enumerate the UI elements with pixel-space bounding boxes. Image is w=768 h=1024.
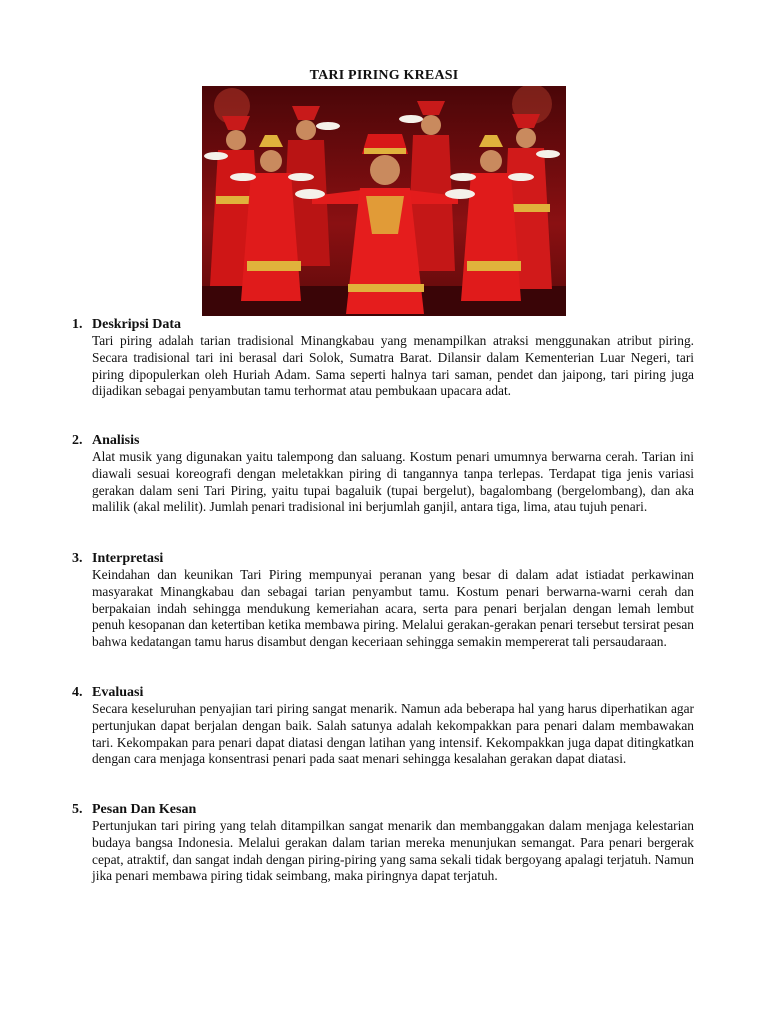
section-heading: [72, 316, 694, 333]
section-evaluasi: [72, 684, 694, 768]
dancers-photo: [202, 86, 566, 316]
section-body: Pertunjukan tari piring yang telah ditampilkan sangat menarik dan membanggakan dalam menjaga kelestarian budaya bangsa Indonesia. Melalui gerakan dalam tarian mereka menunjukan semangat. Para penari bergerak cepat, atraktif, dan sangat indah dengan piring-piring yang sama sekali tidak bergoyang apalagi terjatuh. Namun jika penari membawa piring tidak seimbang, maka piringnya dapat terjatuh.: [92, 818, 694, 884]
document-title: TARI PIRING KREASI: [309, 68, 459, 83]
dancers-photo-illustration: [202, 86, 566, 316]
section-number: 3.: [72, 551, 83, 566]
section-heading-text: Interpretasi: [92, 551, 164, 566]
section-heading-text: Deskripsi Data: [92, 317, 182, 332]
section-heading: [72, 550, 694, 567]
section-body: Alat musik yang digunakan yaitu talempong dan saluang. Kostum penari umumnya berwarna cerah. Tarian ini diawali sesuai koreografi dengan meletakkan piring di tangannya tanpa terlepas. Terdapat tiga jenis variasi gerakan dalam seni Tari Piring, yaitu tupai bagaluik (tupai bergelut), bagalombang (bergelombang), dan aka malilik (akal melilit). Jumlah penari tradisional ini berjumlah ganjil, antara tiga, lima, atau tujuh penari.: [92, 449, 694, 515]
section-heading-text: Analisis: [92, 433, 140, 448]
section-heading: [72, 684, 694, 701]
section-body: Secara keseluruhan penyajian tari piring sangat menarik. Namun ada beberapa hal yang harus diperhatikan agar pertunjukan dapat berjalan dengan baik. Salah satunya adalah kekompakkan para penari dalam membawakan tari. Kekompakan para penari dapat diatasi dengan latihan yang intensif. Kekompakkan juga dapat ditingkatkan dengan cara menjaga konsentrasi penari pada saat menari sehingga kesalahan gerakan dapat diatasi.: [92, 701, 694, 767]
section-interpretasi: [72, 550, 694, 651]
section-number: 4.: [72, 685, 83, 700]
section-analisis: [72, 432, 694, 516]
section-number: 5.: [72, 802, 83, 817]
section-deskripsi-data: [72, 316, 694, 400]
section-heading-text: Pesan Dan Kesan: [92, 802, 197, 817]
section-number: 2.: [72, 433, 83, 448]
section-body: Tari piring adalah tarian tradisional Minangkabau yang menampilkan atraksi menggunakan atribut piring. Secara tradisional tari ini berasal dari Solok, Sumatra Barat. Dilansir dalam Kementerian Luar Negeri, tari piring dipopulerkan oleh Huriah Adam. Sama seperti halnya tari saman, pendet dan jaipong, tari piring juga dijadikan sebagai penyambutan tamu terhormat atau pembukaan upacara adat.: [92, 333, 694, 399]
section-pesan-dan-kesan: [72, 801, 694, 885]
section-heading: [72, 801, 694, 818]
section-heading-text: Evaluasi: [92, 685, 144, 700]
section-number: 1.: [72, 317, 83, 332]
section-body: Keindahan dan keunikan Tari Piring mempunyai peranan yang besar di dalam adat istiadat perkawinan masyarakat Minangkabau dan sebagai tarian penyambut tamu. Kostum penari berwarna-warni cerah dan berpakaian indah sehingga mendukung kemeriahan acara, serta para penari berjalan dengan lemah lembut penuh kesopanan dan ketertiban ketika membawa piring. Melalui gerakan-gerakan penari tersebut tersirat pesan bahwa kedatangan tamu harus disambut dengan keceriaan sehingga semakin mempererat tali persaudaraan.: [92, 567, 694, 650]
section-heading: [72, 432, 694, 449]
